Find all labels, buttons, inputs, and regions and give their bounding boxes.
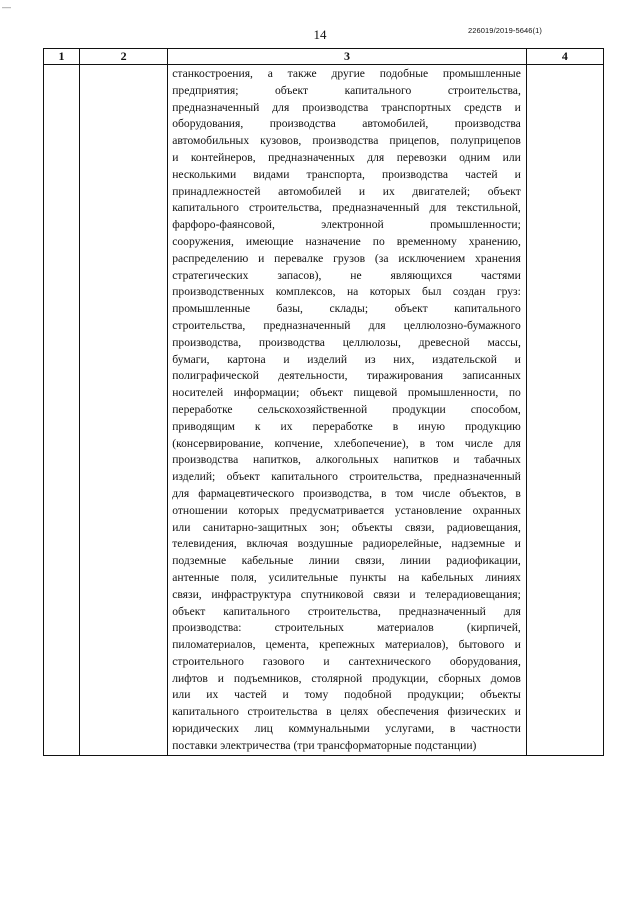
text-line: телевидения, включая воздушные радиорелейные, надземные и xyxy=(172,537,521,551)
text-line: объект капитального строительства, предназначенный для xyxy=(172,604,521,618)
text-line: лифтов и подъемников, столярной продукции, сборных домов xyxy=(172,671,521,685)
cell-col-4 xyxy=(526,65,603,756)
text-line: производства, производства целлюлозы, древесной массы, xyxy=(172,335,521,349)
text-line: или их частей и тому подобной продукции; объекты xyxy=(172,688,521,702)
text-line: производственных комплексов, на которых был создан груз: xyxy=(172,285,521,299)
column-header-1: 1 xyxy=(44,49,80,65)
text-line: подземные кабельные линии связи, линии радиофикации, xyxy=(172,554,521,568)
cell-col-2 xyxy=(80,65,168,756)
text-line: распределению и перевалке грузов (за исключением хранения xyxy=(172,251,521,265)
text-line: капитального строительства в целях обеспечения физических и xyxy=(172,705,521,719)
text-line: предприятия; объект капитального строительства, xyxy=(172,83,521,97)
text-line: оборудования, производства автомобилей, производства xyxy=(172,117,521,131)
text-line: капитального строительства, предназначенный для текстильной, xyxy=(172,201,521,215)
text-line: связи, инфраструктура спутниковой связи и телерадиовещания; xyxy=(172,587,521,601)
text-line: предназначенный для производства транспортных средств и xyxy=(172,100,521,114)
text-line: стратегических запасов), не являющихся частями xyxy=(172,268,521,282)
text-line: носителей информации; объект пищевой промышленности, по xyxy=(172,386,521,400)
text-line: приводящим к их переработке в иную продукцию xyxy=(172,419,521,433)
text-line: и контейнеров, предназначенных для перевозки одним или xyxy=(172,150,521,164)
column-header-4: 4 xyxy=(526,49,603,65)
text-line: юридических лиц коммунальными услугами, в частности xyxy=(172,722,521,736)
document-id: 226019/2019-5646(1) xyxy=(467,26,542,35)
page-number: 14 xyxy=(313,27,327,42)
scan-corner-mark: — xyxy=(2,2,11,12)
text-line: переработке сельскохозяйственной продукции способом, xyxy=(172,402,521,416)
text-line: поставки электричества (три трансформаторные подстанции) xyxy=(172,738,477,752)
table-header-row xyxy=(44,49,604,65)
text-line: сооружения, имеющие назначение по временному хранению, xyxy=(172,234,521,248)
text-line: (консервирование, копчение, хлебопечение), в том числе для xyxy=(172,436,521,450)
text-line: антенные поля, усилительные пункты на кабельных линиях xyxy=(172,570,521,584)
cell-col-3 xyxy=(168,65,527,756)
text-line: для фармацевтического производства, в том числе объектов, в xyxy=(172,486,521,500)
text-line: промышленные базы, склады; объект капитального xyxy=(172,302,521,316)
text-line: бумаги, картона и изделий из них, издательской и xyxy=(172,352,521,366)
text-line: полиграфической деятельности, тиражирования записанных xyxy=(172,369,521,383)
column-header-3: 3 xyxy=(168,49,527,65)
text-line: изделий; объект капитального строительства, предназначенный xyxy=(172,470,521,484)
text-line: производства: строительных материалов (кирпичей, xyxy=(172,621,521,635)
table-row xyxy=(44,65,604,756)
text-line: станкостроения, а также другие подобные промышленные xyxy=(172,67,521,80)
text-line: строительства, предназначенный для целлюлозно-бумажного xyxy=(172,318,521,332)
text-line: принадлежностей автомобилей и их двигателей; объект xyxy=(172,184,521,198)
cell-col-3-text xyxy=(168,65,526,755)
text-line: или санитарно-защитных зон; объекты связи, радиовещания, xyxy=(172,520,521,534)
text-line: фарфоро-фаянсовой, электронной промышленности; xyxy=(172,218,521,232)
document-table xyxy=(43,48,604,756)
text-line: строительного газового и сантехнического оборудования, xyxy=(172,654,521,668)
text-line: отношении которых предусматривается установление охранных xyxy=(172,503,521,517)
cell-col-1 xyxy=(44,65,80,756)
text-line: пиломатериалов, цемента, крепежных материалов), бытового и xyxy=(172,638,521,652)
text-line: автомобильных кузовов, производства прицепов, полуприцепов xyxy=(172,134,521,148)
column-header-2: 2 xyxy=(80,49,168,65)
text-line: производства напитков, алкогольных напитков и табачных xyxy=(172,453,521,467)
text-line: несколькими видами транспорта, производства частей и xyxy=(172,167,521,181)
